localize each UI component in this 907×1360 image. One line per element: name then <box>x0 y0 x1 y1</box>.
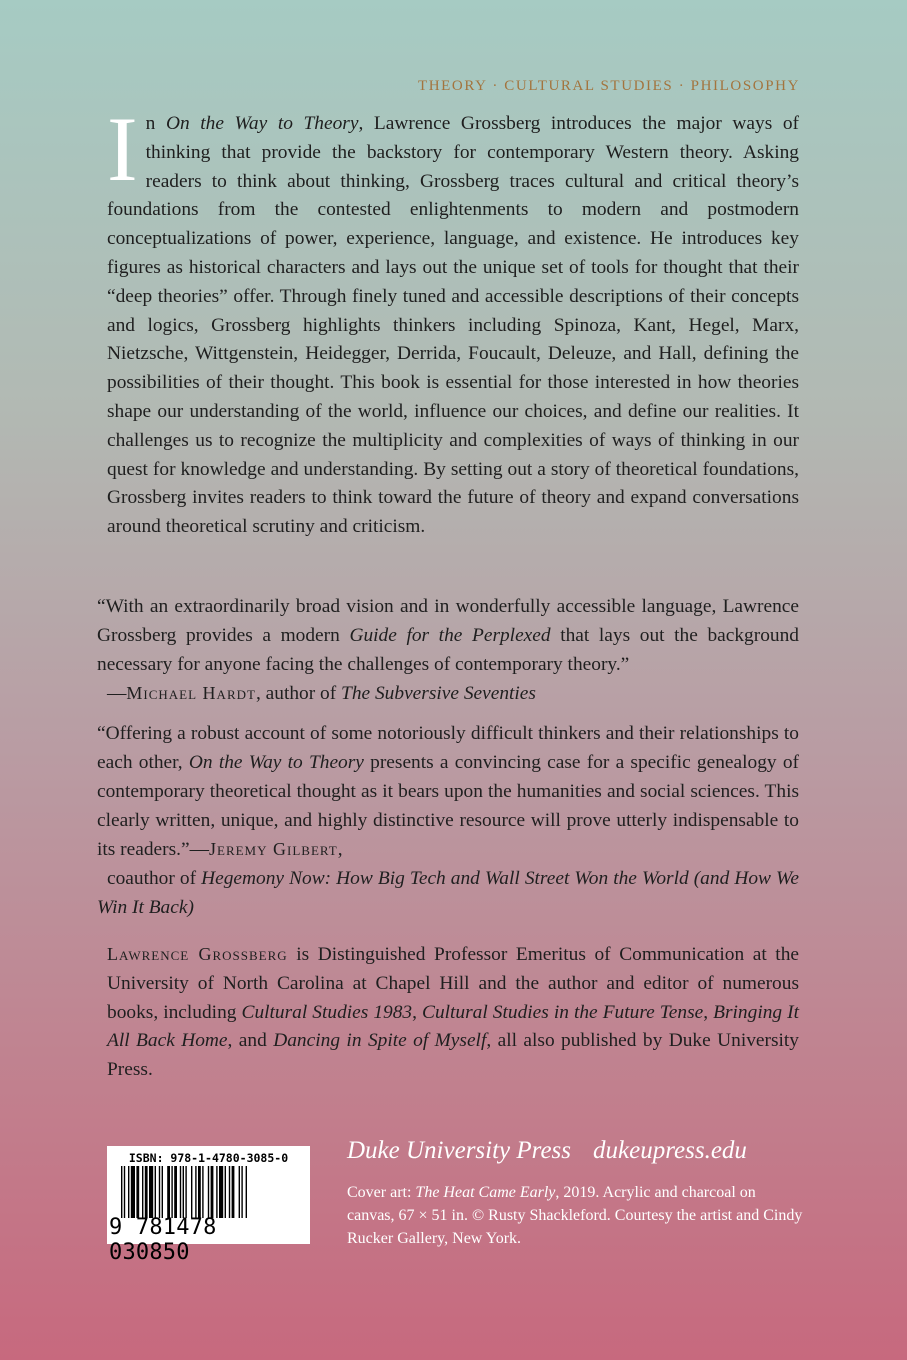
barcode-bar <box>185 1166 186 1218</box>
quote1-dash: — <box>107 683 127 704</box>
quote2-author: Jeremy Gilbert <box>209 839 338 859</box>
barcode-bar <box>121 1166 122 1218</box>
barcode-bar <box>131 1166 135 1218</box>
bio-book-4: Dancing in Spite of Myself <box>273 1030 487 1052</box>
barcode-bar <box>167 1166 170 1218</box>
endorsement-gilbert <box>97 719 799 922</box>
barcode-bar <box>149 1166 153 1218</box>
barcode-panel <box>107 1146 310 1265</box>
barcode-bar <box>155 1166 156 1218</box>
barcode-bar <box>198 1166 201 1218</box>
publisher-line <box>347 1137 747 1165</box>
barcode-bar <box>229 1166 230 1218</box>
barcode-bar <box>195 1166 196 1218</box>
barcode-bar <box>128 1166 129 1218</box>
cover-credit-text-1: Cover art: <box>347 1184 416 1201</box>
barcode-bar <box>171 1166 172 1218</box>
barcode-bar <box>225 1166 226 1218</box>
category-line: THEORY · CULTURAL STUDIES · PHILOSOPHY <box>417 78 800 94</box>
barcode-icon <box>121 1166 299 1218</box>
drop-cap: I <box>107 98 138 200</box>
blurb-book-title: On the Way to Theory <box>165 113 359 134</box>
barcode-bar <box>142 1166 143 1218</box>
barcode-bar <box>219 1166 223 1218</box>
isbn-digits: 9 781478 030850 <box>109 1215 217 1265</box>
bio-sep-2: , <box>703 1001 714 1023</box>
bio-text-2: , all also published by Duke University Press. <box>107 1030 799 1081</box>
barcode-bar <box>208 1166 209 1218</box>
quote1-text-2: that lays out the background necessary for anyone facing the challenges of contemporary theory.” <box>97 625 799 675</box>
barcode-bar <box>136 1166 139 1218</box>
barcode-bar <box>211 1166 214 1218</box>
blurb-text-1: n <box>145 113 166 134</box>
barcode-bar <box>174 1166 177 1218</box>
quote2-text-3: , <box>337 839 343 860</box>
quote1-text-3: , author of <box>255 683 342 704</box>
isbn-label: ISBN: 978-1-4780-3085-0 <box>128 1151 289 1165</box>
barcode-bar <box>159 1166 160 1218</box>
bio-sep-1: , <box>412 1001 423 1023</box>
barcode-bar <box>183 1166 184 1218</box>
quote2-text-2: presents a convincing case for a specific genealogy of contemporary theoretical thought as it bears upon the humanities and social sciences. This clearly written, unique, and highly distinctive resource will prove utterly indispensable to its readers.” <box>97 752 800 860</box>
bio-sep-3: , and <box>227 1030 274 1052</box>
bio-text-1: is Distinguished Professor Emeritus of Communication at the University of North Carolina at Chapel Hill and the author and editor of numerous books, including <box>107 944 799 1023</box>
barcode-bar <box>246 1166 247 1218</box>
barcode-bar <box>239 1166 240 1218</box>
barcode-bar <box>241 1166 242 1218</box>
barcode-bar <box>202 1166 203 1218</box>
author-bio <box>107 940 799 1085</box>
quote2-coauthor: coauthor of <box>107 868 202 889</box>
barcode-bar <box>180 1166 181 1218</box>
bio-name: Lawrence Grossberg <box>107 944 288 964</box>
barcode-bar <box>216 1166 217 1218</box>
barcode-bar <box>232 1166 235 1218</box>
quote2-text-1: “Offering a robust account of some notoriously difficult thinkers and their relationships to each other, <box>97 723 799 773</box>
endorsement-hardt <box>97 592 799 708</box>
barcode-bar <box>191 1166 192 1218</box>
quote2-dash: — <box>189 839 209 860</box>
blurb-text-2: , Lawrence Grossberg introduces the major ways of thinking that provide the backstory for contemporary Western theory. Asking readers to think about thinking, Grossberg traces cultural and critical theory’s foundations from the contested enlightenments to modern and postmodern conceptualizations of power, experience, language, and existence. He introduces key figures as historical characters and lays out the unique set of tools for thought that their “deep theories” offer. Through finely tuned and accessible descriptions of their concepts and logics, Grossberg highlights thinkers including Spinoza, Kant, Hegel, Marx, Nietzsche, Wittgenstein, Heidegger, Derrida, Foucault, Deleuze, and Hall, defining the possibilities of their thought. This book is essential for those interested in how theories shape our understanding of the world, influence our choices, and define our realities. It challenges us to recognize the multiplicity and complexities of ways of thinking in our quest for knowledge and understanding. By setting out a story of theoretical foundations, Grossberg invites readers to think toward the future of theory and expand conversations around theoretical scrutiny and criticism. <box>107 113 800 538</box>
barcode-bar <box>124 1166 125 1218</box>
cover-art-title: The Heat Came Early <box>415 1184 556 1201</box>
bio-book-3: Bringing It All Back Home <box>107 1001 799 1052</box>
barcode-bar <box>145 1166 148 1218</box>
quote2-title: On the Way to Theory <box>188 752 364 773</box>
cover-art-credit <box>347 1181 807 1250</box>
bio-book-1: Cultural Studies 1983 <box>241 1001 413 1023</box>
book-description <box>107 98 800 542</box>
quote1-book: The Subversive Seventies <box>341 683 536 704</box>
quote1-title: Guide for the Perplexed <box>349 625 551 646</box>
quote1-text-1: “With an extraordinarily broad vision and in wonderfully accessible language, Lawrence Grossberg provides a modern <box>97 596 799 646</box>
quote1-author: Michael Hardt <box>126 683 256 703</box>
barcode-bar <box>162 1166 163 1218</box>
publisher-name: Duke University Press <box>347 1137 572 1164</box>
quote2-book: Hegemony Now: How Big Tech and Wall Street Won the World (and How We Win It Back) <box>97 868 799 918</box>
cover-credit-text-2: , 2019. Acrylic and charcoal on canvas, 67 × 51 in. © Rusty Shackleford. Courtesy the artist and Cindy Rucker Gallery, New York. <box>347 1184 803 1247</box>
bio-book-2: Cultural Studies in the Future Tense <box>422 1001 704 1023</box>
publisher-website: dukeupress.edu <box>593 1137 747 1164</box>
